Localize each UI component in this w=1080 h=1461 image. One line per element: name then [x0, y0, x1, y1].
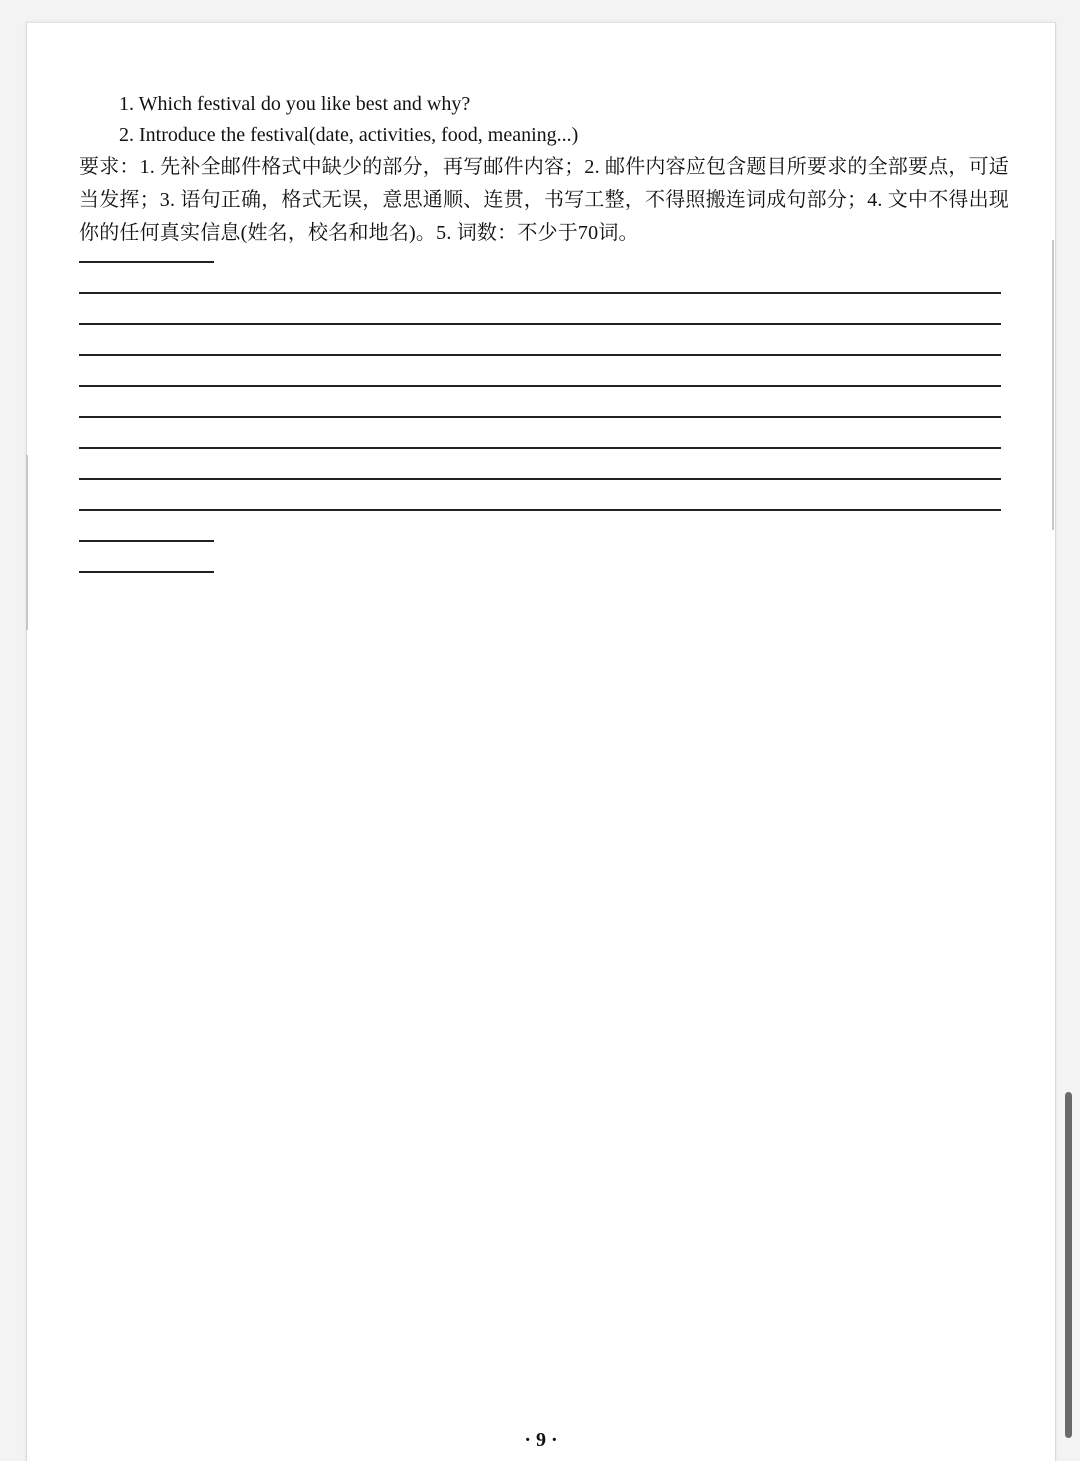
exam-page: [26, 22, 1056, 1461]
signature-blank-line: [79, 571, 214, 573]
closing-blank-line: [79, 540, 214, 542]
writing-task-text: [79, 89, 1009, 250]
question-2: 2. Introduce the festival(date, activities, food, meaning...): [119, 124, 579, 146]
vertical-scrollbar[interactable]: [1065, 1092, 1072, 1438]
page-number: · 9 ·: [524, 1429, 558, 1451]
answer-line: [79, 447, 1001, 449]
answer-lines: [79, 261, 1001, 602]
question-1: 1. Which festival do you like best and why?: [119, 93, 471, 115]
page-edge-shadow: [1052, 240, 1054, 530]
page-edge-shadow-left: [26, 455, 28, 630]
answer-line: [79, 292, 1001, 294]
answer-line: [79, 323, 1001, 325]
requirements-text: 要求：1. 先补全邮件格式中缺少的部分，再写邮件内容；2. 邮件内容应包含题目所要求的全部要点，可适当发挥；3. 语句正确，格式无误，意思通顺、连贯，书写工整，不得照搬连词成句部分；4. 文中不得出现你的任何真实信息(姓名，校名和地名)。5. 词数：不少于70词。: [79, 156, 1009, 244]
answer-line: [79, 416, 1001, 418]
greeting-blank-line: [79, 261, 214, 263]
answer-line: [79, 509, 1001, 511]
answer-line: [79, 385, 1001, 387]
answer-line: [79, 478, 1001, 480]
answer-line: [79, 354, 1001, 356]
